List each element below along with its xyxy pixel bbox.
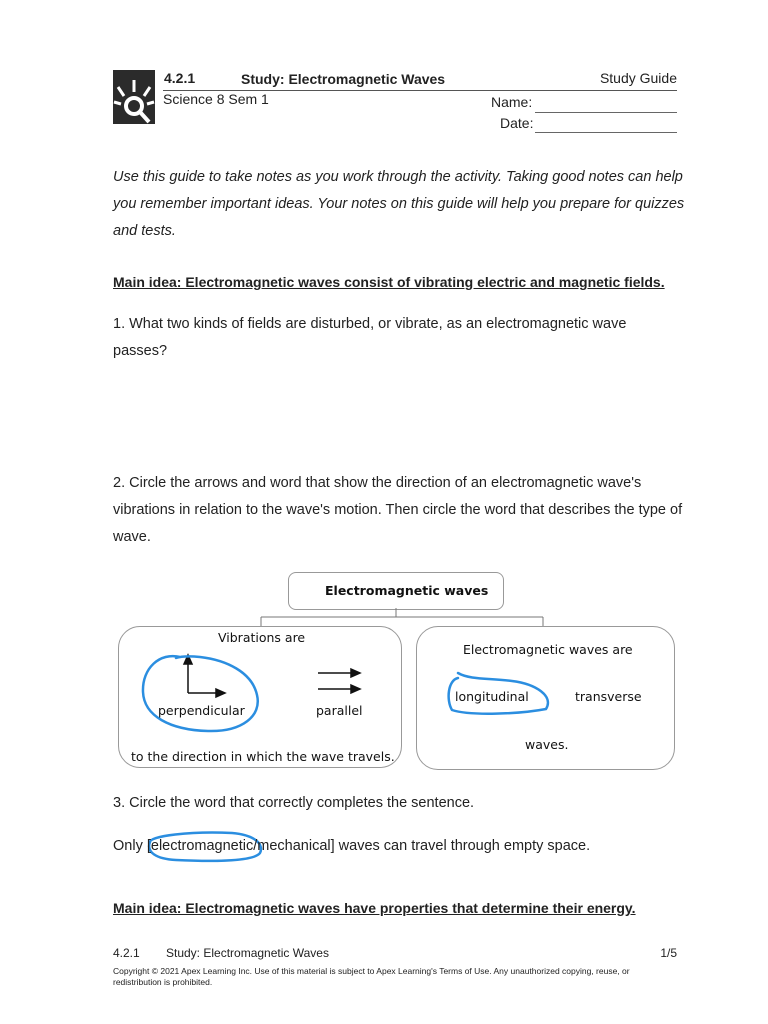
sentence-prefix: Only [: [113, 838, 151, 854]
option-parallel[interactable]: parallel: [316, 703, 363, 718]
footer-lesson-title: Study: Electromagnetic Waves: [166, 946, 329, 960]
name-label: Name:: [491, 94, 533, 110]
main-idea-heading: Main idea: Electromagnetic waves consist of vibrating electric and magnetic fields.: [113, 274, 665, 290]
date-field[interactable]: [535, 132, 677, 133]
lesson-title: Study: Electromagnetic Waves: [241, 71, 446, 87]
option-electromagnetic[interactable]: electromagnetic: [150, 838, 254, 854]
footer-lesson-number: 4.2.1: [113, 946, 140, 960]
question-1: 1. What two kinds of fields are disturbed, or vibrate, as an electromagnetic wave passes?: [113, 316, 627, 359]
vibrations-box: [118, 626, 402, 768]
doc-type-label: Study Guide: [599, 70, 677, 86]
fill-in-sentence: [113, 838, 590, 854]
question-2: 2. Circle the arrows and word that show the direction of an electromagnetic wave's vibrations in relation to the wave's motion. Then circle the word that describes the type of wave.: [113, 475, 683, 545]
option-separator: /: [253, 838, 258, 854]
apex-logo-icon: [113, 70, 155, 124]
name-field[interactable]: [535, 112, 677, 113]
diagram-title: Electromagnetic waves: [325, 583, 489, 598]
option-perpendicular[interactable]: perpendicular: [158, 703, 245, 718]
option-transverse[interactable]: transverse: [575, 689, 642, 704]
wave-type-footer: waves.: [525, 737, 569, 752]
option-mechanical[interactable]: mechanical: [257, 838, 331, 854]
sentence-suffix: ] waves can travel through empty space.: [330, 838, 591, 854]
date-label: Date:: [500, 115, 534, 131]
wave-type-heading: Electromagnetic waves are: [463, 642, 633, 657]
main-idea-heading-2: Main idea: Electromagnetic waves have properties that determine their energy.: [113, 900, 636, 916]
vibrations-heading: Vibrations are: [218, 630, 306, 645]
course-name: Science 8 Sem 1: [163, 91, 269, 107]
diagram-connectors: [261, 608, 543, 626]
copyright-notice: Copyright © 2021 Apex Learning Inc. Use of this material is subject to Apex Learning's Terms of Use. Any unauthorized copying, reuse, or redistribution is prohibited.: [113, 966, 630, 987]
lesson-number: 4.2.1: [164, 70, 196, 86]
option-longitudinal[interactable]: longitudinal: [455, 689, 529, 704]
intro-paragraph: Use this guide to take notes as you work through the activity. Taking good notes can help you remember important ideas. Your notes on this guide will help you prepare for quizzes and tests.: [113, 169, 685, 239]
vibrations-footer: to the direction in which the wave travels.: [131, 749, 395, 764]
question-3: 3. Circle the word that correctly completes the sentence.: [113, 795, 475, 811]
page-number: 1/5: [660, 946, 677, 960]
